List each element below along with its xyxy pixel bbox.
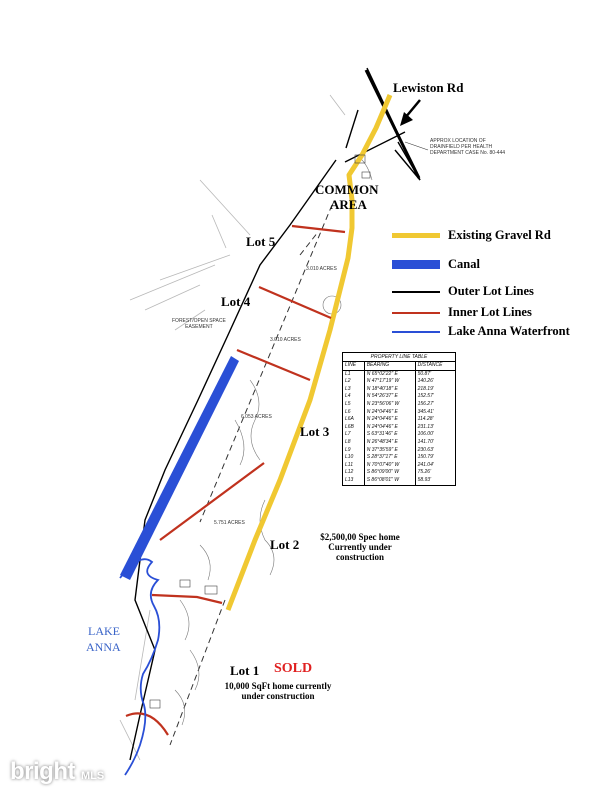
table-cell: L6B <box>345 423 354 430</box>
table-cell: L2 <box>345 378 351 385</box>
table-cell: N 37°35'59" E <box>364 447 415 455</box>
table-cell: L12 <box>345 469 354 476</box>
acreage-lot3: 6.053 ACRES <box>241 414 272 420</box>
table-cell: N 70°07'40" W <box>364 462 415 470</box>
table-header: BEARING <box>364 362 415 370</box>
table-cell: S 86°08'01" W <box>364 477 415 485</box>
table-row <box>343 401 455 409</box>
lot1-note-line: 10,000 SqFt home currently <box>224 681 332 691</box>
table-cell: L8 <box>345 438 351 445</box>
legend-lake-waterfront <box>392 324 570 339</box>
table-row <box>343 416 455 424</box>
road-arrow-icon <box>400 100 420 126</box>
lot2-label: Lot 2 <box>270 537 300 552</box>
table-cell: L6A <box>345 416 354 423</box>
drainfield-note <box>430 138 505 156</box>
legend-label: Outer Lot Lines <box>448 284 534 298</box>
table-cell: 218.19' <box>415 386 455 394</box>
common-area-label-2: AREA <box>330 197 367 212</box>
watermark-suffix: MLS <box>80 770 105 782</box>
gravel-road-swatch <box>392 233 440 238</box>
property-line-table <box>342 352 456 486</box>
sold-badge: SOLD <box>274 661 313 676</box>
legend-label: Existing Gravel Rd <box>448 228 551 242</box>
easement-note-line: EASEMENT <box>185 324 213 330</box>
table-body <box>343 370 455 484</box>
table-cell: L4 <box>345 393 351 400</box>
table-cell: 75.26' <box>415 469 455 477</box>
table-cell: L1 <box>345 370 351 377</box>
table-row <box>343 454 455 462</box>
table-cell: L3 <box>345 385 351 392</box>
table-cell: 141.70' <box>415 439 455 447</box>
table-cell: N 24°04'46" E <box>364 409 415 417</box>
table-cell: 106.00' <box>415 431 455 439</box>
table-row <box>343 477 455 485</box>
table-cell: N 26°48'34" E <box>364 439 415 447</box>
table-row <box>343 447 455 455</box>
table-cell: N 47°17'19" W <box>364 378 415 386</box>
drainfield-leader <box>405 142 428 150</box>
lake-waterfront <box>120 559 159 775</box>
table-cell: 345.41' <box>415 409 455 417</box>
table-title: PROPERTY LINE TABLE <box>343 353 455 362</box>
table-cell: S 86°09'00" W <box>364 469 415 477</box>
table-cell: L13 <box>345 476 354 483</box>
drainfield-note-line: APPROX LOCATION OF <box>430 138 486 144</box>
lake-label-1: LAKE <box>88 624 120 638</box>
legend-outer-lines <box>392 284 534 299</box>
legend-inner-lines <box>392 305 532 320</box>
lot2-note <box>310 532 410 562</box>
easement-note <box>172 318 226 330</box>
table-cell: 241.04' <box>415 462 455 470</box>
table-row <box>343 431 455 439</box>
lot2-note-line: construction <box>336 552 384 562</box>
table-cell: 114.28' <box>415 416 455 424</box>
common-area-label-1: COMMON <box>315 182 379 197</box>
table-header: DISTANCE <box>415 362 455 370</box>
table-cell: N 65°02'22" E <box>364 370 415 378</box>
table-cell: 140.26' <box>415 378 455 386</box>
table-cell: N 24°04'46" E <box>364 424 415 432</box>
watermark-brand: bright <box>10 758 75 785</box>
acreage-lot2: 5.751 ACRES <box>214 520 245 526</box>
lot2-note-line: $2,500,00 Spec home <box>320 532 400 542</box>
table-cell: S 63°31'46" E <box>364 431 415 439</box>
legend-label: Canal <box>448 257 480 271</box>
table-row <box>343 439 455 447</box>
legend-label: Inner Lot Lines <box>448 305 532 319</box>
table-cell: 230.63' <box>415 447 455 455</box>
inner-lines-swatch <box>392 312 440 314</box>
table-cell: N 23°56'06" W <box>364 401 415 409</box>
table-cell: L5 <box>345 400 351 407</box>
legend-label: Lake Anna Waterfront <box>448 324 570 338</box>
table-row <box>343 409 455 417</box>
table-cell: L7 <box>345 431 351 438</box>
lot1-note <box>210 681 346 701</box>
lot5-label: Lot 5 <box>246 234 276 249</box>
table-cell: L9 <box>345 446 351 453</box>
table-cell: L6 <box>345 408 351 415</box>
table-cell: S 28°37'17" E <box>364 454 415 462</box>
table-cell: 50.87' <box>415 370 455 378</box>
drainfield-note-line: DEPARTMENT CASE No. 80-444 <box>430 150 506 156</box>
lake-label-2: ANNA <box>86 640 121 654</box>
outer-lines-swatch <box>392 291 440 293</box>
table-row <box>343 386 455 394</box>
acreage-lot5: 3.010 ACRES <box>306 266 337 272</box>
legend-canal <box>392 257 480 272</box>
table-cell: N 54°26'37" E <box>364 393 415 401</box>
lot1-note-line: under construction <box>241 691 315 701</box>
table-cell: L11 <box>345 461 353 468</box>
easement-note-line: FOREST/OPEN SPACE <box>172 318 226 324</box>
table-row <box>343 393 455 401</box>
table-row <box>343 462 455 470</box>
table-row <box>343 424 455 432</box>
table-cell: L10 <box>345 454 354 461</box>
table-cell: 231.13' <box>415 424 455 432</box>
drainfield-note-line: DRAINFIELD PER HEALTH <box>430 144 493 150</box>
canal <box>120 356 239 580</box>
lot3-label: Lot 3 <box>300 424 330 439</box>
table-grid <box>343 362 455 485</box>
table-header: LINE <box>343 362 364 370</box>
table-cell: 150.79' <box>415 454 455 462</box>
table-row <box>343 378 455 386</box>
lake-swatch <box>392 331 440 333</box>
table-cell: 58.93' <box>415 477 455 485</box>
acreage-lot4: 3.010 ACRES <box>270 337 301 343</box>
lot2-note-line: Currently under <box>328 542 392 552</box>
bright-mls-watermark <box>10 758 104 786</box>
canal-swatch <box>392 260 440 269</box>
table-header-row <box>343 362 455 370</box>
table-cell: N 18°40'18" E <box>364 386 415 394</box>
legend-gravel-road <box>392 228 551 243</box>
lot1-label: Lot 1 <box>230 663 260 678</box>
table-cell: 152.57' <box>415 393 455 401</box>
table-row <box>343 469 455 477</box>
table-cell: 156.27' <box>415 401 455 409</box>
road-label: Lewiston Rd <box>393 80 464 95</box>
table-row <box>343 370 455 378</box>
table-cell: N 24°04'46" E <box>364 416 415 424</box>
lot4-label: Lot 4 <box>221 294 251 309</box>
